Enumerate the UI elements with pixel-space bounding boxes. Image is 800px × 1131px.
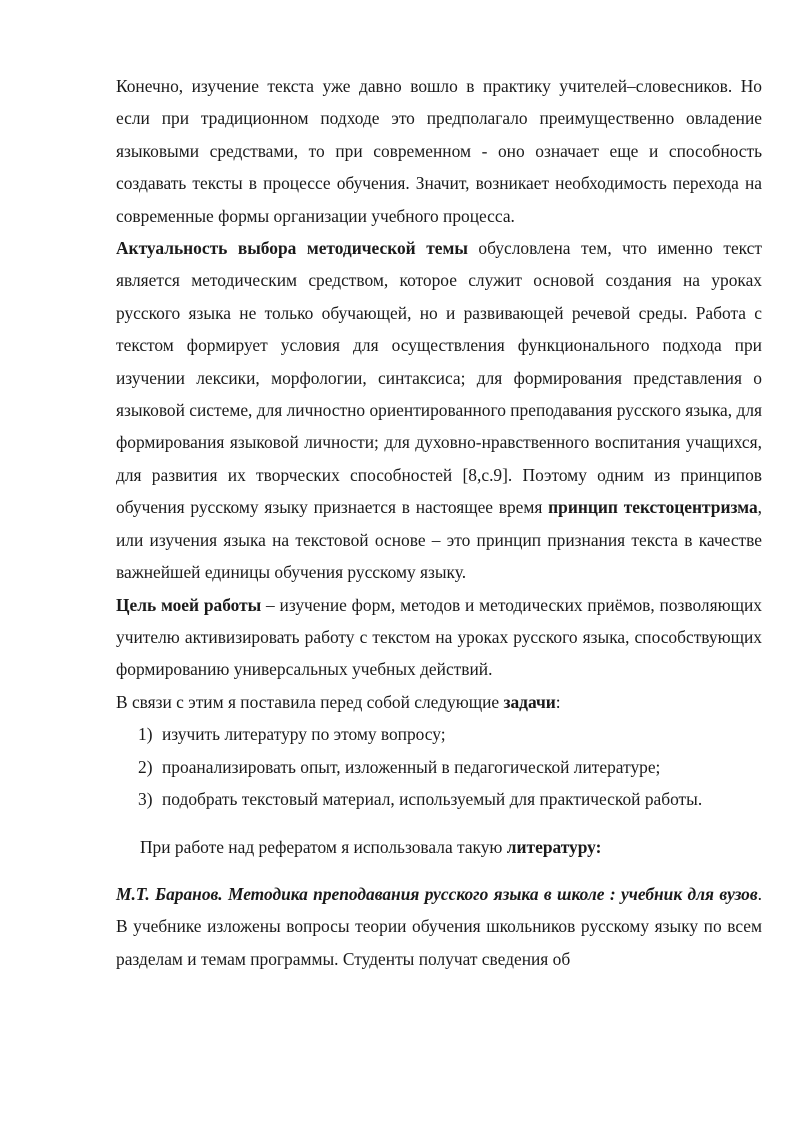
- paragraph-literature-intro: [116, 831, 762, 863]
- list-item-number: 1): [138, 724, 153, 745]
- list-item-text: проанализировать опыт, изложенный в педагогической литературе;: [162, 756, 661, 777]
- relevance-text-a: обусловлена тем, что именно текст является методическим средством, которое служит основой создания на уроках русского языка не только обучающей, но и развивающей речевой среды. Работа с текстом формирует условия для осуществления функционального подхода при изучении лексики, морфологии, синтаксиса; для формирования представления о языковой системе, для личностно ориентированного преподавания русского языка, для формирования языковой личности; для духовно-нравственного воспитания учащихся, для развития их творческих способностей [8,с.9]. Поэтому одним из принципов обучения русскому языку признается в настоящее время: [116, 238, 762, 518]
- list-item-number: 3): [138, 788, 153, 809]
- paragraph-intro: Конечно, изучение текста уже давно вошло в практику учителей–словесников. Но если при традиционном подходе это предполагало преимущественно овладение языковыми средствами, то при современном - оно означает еще и способность создавать тексты в процессе обучения. Значит, возникает необходимость перехода на современные формы организации учебного процесса.: [116, 76, 762, 226]
- tasks-term: задачи: [503, 691, 556, 712]
- goal-heading: Цель моей работы: [116, 594, 262, 615]
- list-item: [116, 718, 762, 750]
- paragraph-goal: [116, 589, 762, 686]
- tasks-intro-text: В связи с этим я поставила перед собой следующие: [116, 691, 504, 712]
- paragraph-relevance: [116, 232, 762, 588]
- literature-term: литературу:: [506, 837, 602, 858]
- document-page: [116, 70, 762, 975]
- list-item: [116, 783, 762, 815]
- relevance-heading: Актуальность выбора методической темы: [116, 238, 468, 259]
- spacer: [116, 815, 762, 831]
- principle-term: принцип текстоцентризма: [548, 497, 758, 518]
- list-item-text: изучить литературу по этому вопросу;: [162, 724, 446, 745]
- list-item-number: 2): [138, 756, 153, 777]
- list-item-text: подобрать текстовый материал, используемый для практической работы.: [162, 788, 703, 809]
- tasks-list: [116, 718, 762, 815]
- list-item: [116, 751, 762, 783]
- goal-text: – изучение форм, методов и методических приёмов, позволяющих учителю активизировать работу с текстом на уроках русского языка, способствующих формированию универсальных учебных действий.: [116, 594, 762, 680]
- literature-intro-text: При работе над рефератом я использовала такую: [140, 837, 507, 858]
- spacer: [116, 864, 762, 878]
- paragraph-reference: [116, 878, 762, 975]
- reference-description: . В учебнике изложены вопросы теории обучения школьников русскому языку по всем разделам и темам программы. Студенты получат сведения об: [116, 883, 762, 969]
- tasks-intro-tail: :: [555, 691, 561, 712]
- reference-title: М.Т. Баранов. Методика преподавания русского языка в школе : учебник для вузов: [116, 883, 758, 904]
- relevance-text-b: , или изучения языка на текстовой основе – это принцип признания текста в качестве важнейшей единицы обучения русскому языку.: [116, 497, 762, 583]
- paragraph-tasks-intro: [116, 686, 762, 718]
